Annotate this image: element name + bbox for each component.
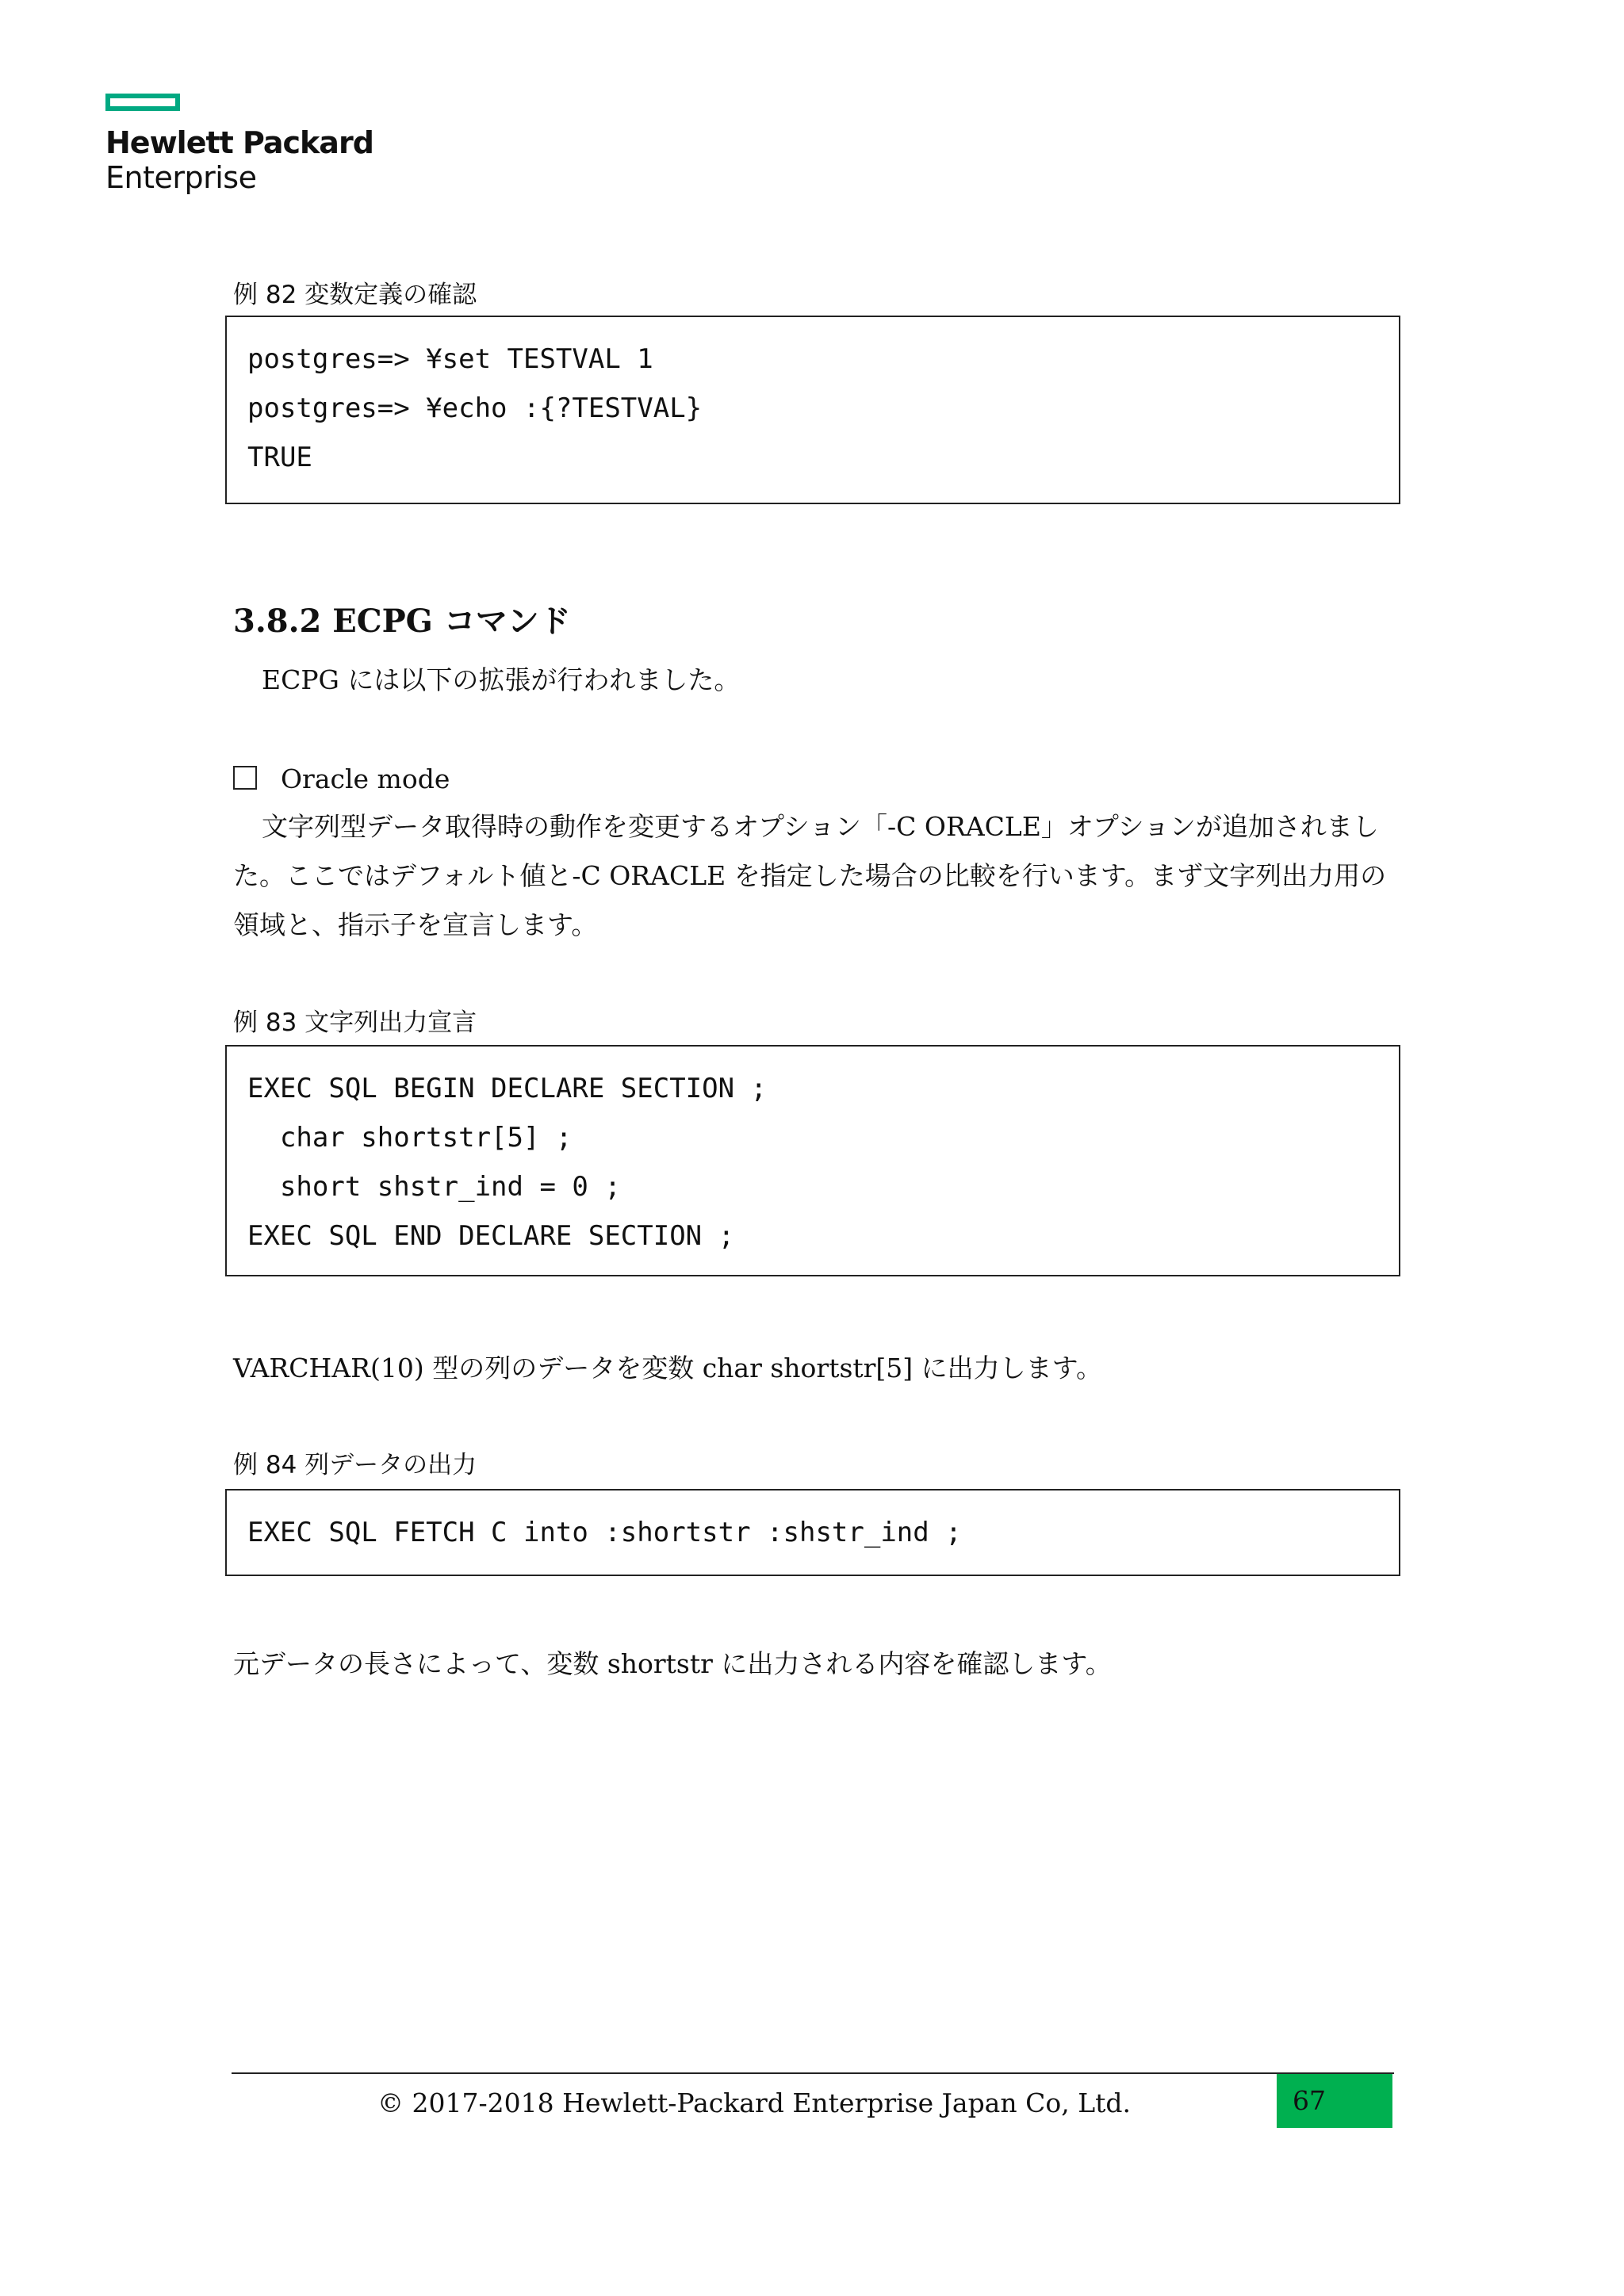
- code-line: postgres=> ¥set TESTVAL 1: [247, 343, 653, 375]
- confirm-paragraph: 元データの長さによって、変数 shortstr に出力される内容を確認します。: [233, 1648, 1112, 1679]
- page-number-badge: 67: [1277, 2074, 1392, 2128]
- example-82-caption: 例 82 変数定義の確認: [233, 281, 477, 309]
- example-83-codebox: [225, 1045, 1400, 1276]
- footer-copyright: © 2017-2018 Hewlett-Packard Enterprise Japan Co, Ltd.: [377, 2087, 1131, 2118]
- code-line: EXEC SQL FETCH C into :shortstr :shstr_ind ;: [247, 1517, 962, 1548]
- code-line: EXEC SQL BEGIN DECLARE SECTION ;: [247, 1073, 768, 1104]
- checkbox-icon: [233, 766, 257, 790]
- section-heading: 3.8.2 ECPG コマンド: [233, 603, 571, 640]
- code-line: char shortstr[5] ;: [247, 1122, 573, 1154]
- footer-divider: [232, 2072, 1394, 2074]
- example-84-caption: 例 84 列データの出力: [233, 1451, 477, 1479]
- example-83-caption: 例 83 文字列出力宣言: [233, 1008, 477, 1037]
- oracle-mode-label: Oracle mode: [281, 763, 450, 794]
- section-intro: ECPG には以下の拡張が行われました。: [262, 664, 741, 695]
- logo-line-2: Enterprise: [105, 160, 257, 195]
- example-82-codebox: [225, 316, 1400, 504]
- example-84-codebox: [225, 1489, 1400, 1576]
- hpe-logo: [105, 94, 373, 195]
- hpe-logo-mark: [105, 94, 180, 111]
- code-line: EXEC SQL END DECLARE SECTION ;: [247, 1220, 735, 1252]
- code-line: TRUE: [247, 442, 312, 473]
- code-line: postgres=> ¥echo :{?TESTVAL}: [247, 392, 703, 424]
- varchar-paragraph: VARCHAR(10) 型の列のデータを変数 char shortstr[5] に出力します。: [233, 1353, 1103, 1383]
- oracle-mode-body: 文字列型データ取得時の動作を変更するオプション「-C ORACLE」オプションが追加されました。ここではデフォルト値と-C ORACLE を指定した場合の比較を行います。まず文字列出力用の領域と、指示子を宣言します。: [233, 811, 1387, 940]
- logo-line-1: Hewlett Packard: [105, 125, 373, 160]
- oracle-mode-item: [233, 755, 450, 804]
- code-line: short shstr_ind = 0 ;: [247, 1171, 621, 1203]
